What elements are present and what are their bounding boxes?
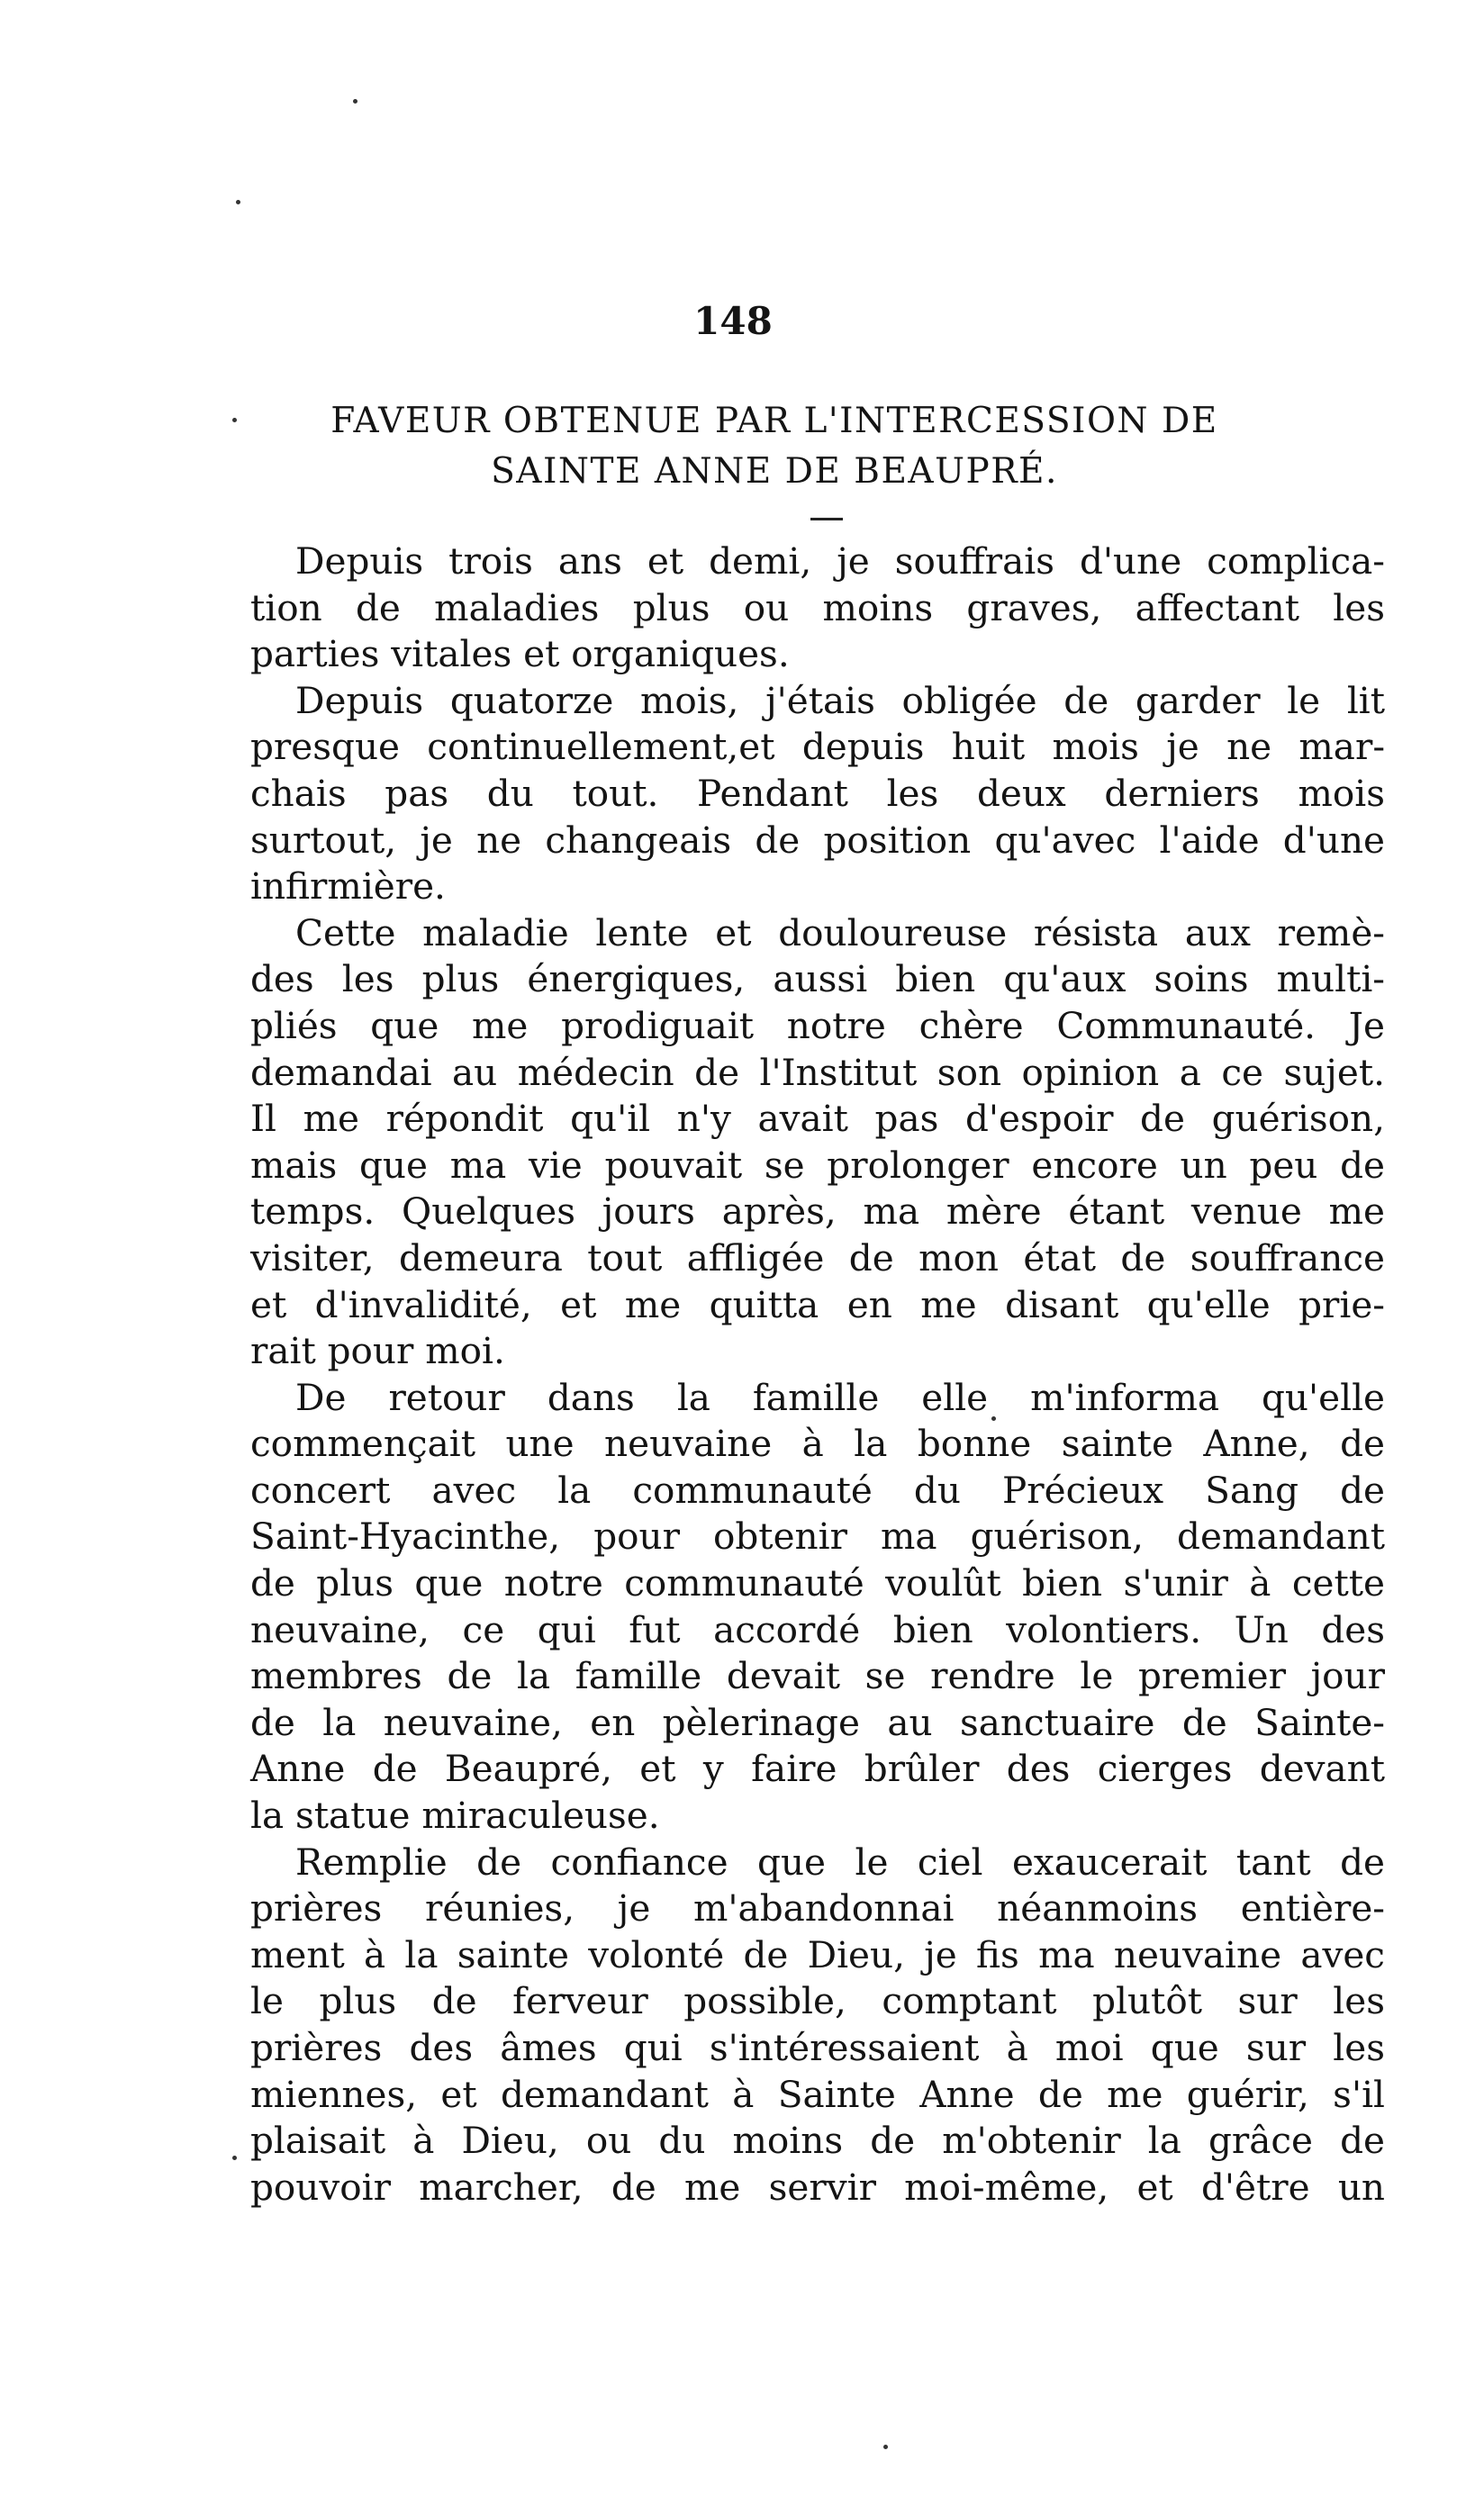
- text-line: Anne de Beaupré, et y faire brûler des cierges devant: [250, 1747, 1385, 1791]
- text-line: et d'invalidité, et me quitta en me disant qu'elle prie-: [250, 1282, 1385, 1326]
- text-line: la statue miraculeuse.: [250, 1794, 660, 1838]
- text-line: miennes, et demandant à Sainte Anne de me guérir, s'il: [250, 2072, 1385, 2116]
- text-line: demandai au médecin de l'Institut son opinion a ce sujet.: [250, 1050, 1385, 1094]
- text-line: infirmière.: [250, 864, 446, 909]
- text-line: surtout, je ne changeais de position qu'avec l'aide d'une: [250, 818, 1385, 862]
- text-line: Saint-Hyacinthe, pour obtenir ma guérison, demandant: [250, 1515, 1385, 1559]
- text-line: Cette maladie lente et douloureuse résista aux remè-: [295, 910, 1385, 954]
- text-line: Depuis quatorze mois, j'étais obligée de garder le lit: [295, 678, 1385, 722]
- article-body: [250, 538, 1385, 2211]
- text-line: pliés que me prodiguait notre chère Communauté. Je: [250, 1003, 1385, 1047]
- text-line: prières des âmes qui s'intéressaient à moi que sur les: [250, 2026, 1385, 2069]
- text-line: neuvaine, ce qui fut accordé bien volontiers. Un des: [250, 1607, 1385, 1651]
- print-speck: [883, 2445, 888, 2449]
- print-speck: [353, 99, 357, 104]
- text-line: membres de la famille devait se rendre le premier jour: [250, 1654, 1385, 1698]
- text-line: mais que ma vie pouvait se prolonger encore un peu de: [250, 1143, 1385, 1187]
- text-line: chais pas du tout. Pendant les deux derniers mois: [250, 771, 1385, 815]
- text-line: plaisait à Dieu, ou du moins de m'obtenir la grâce de: [250, 2119, 1385, 2163]
- print-speck: [232, 2156, 237, 2160]
- text-line: tion de maladies plus ou moins graves, affectant les: [250, 585, 1385, 629]
- text-line: rait pour moi.: [250, 1329, 505, 1373]
- text-line: commençait une neuvaine à la bonne sainte Anne, de: [250, 1422, 1385, 1466]
- text-line: De retour dans la famille elle m'informa qu'elle: [295, 1375, 1385, 1419]
- text-line: presque continuellement,et depuis huit mois je ne mar-: [250, 725, 1385, 769]
- text-line: ment à la sainte volonté de Dieu, je fis ma neuvaine avec: [250, 1932, 1385, 1976]
- print-speck: [236, 200, 240, 204]
- article-title-line-1: FAVEUR OBTENUE PAR L'INTERCESSION DE: [330, 401, 1218, 441]
- article-title: [234, 396, 1315, 497]
- text-line: visiter, demeura tout affligée de mon état de souffrance: [250, 1235, 1385, 1280]
- article-title-line-2: SAINTE ANNE DE BEAUPRÉ.: [491, 451, 1058, 492]
- text-line: temps. Quelques jours après, ma mère étant venue me: [250, 1189, 1385, 1234]
- title-separator: [810, 518, 843, 520]
- text-line: Depuis trois ans et demi, je souffrais d'une complica-: [295, 539, 1385, 583]
- text-line: pouvoir marcher, de me servir moi-même, et d'être un: [250, 2165, 1385, 2209]
- text-line: prières réunies, je m'abandonnai néanmoins entière-: [250, 1886, 1385, 1931]
- text-line: parties vitales et organiques.: [250, 632, 790, 676]
- text-line: des les plus énergiques, aussi bien qu'aux soins multi-: [250, 957, 1385, 1001]
- text-line: Il me répondit qu'il n'y avait pas d'espoir de guérison,: [250, 1097, 1385, 1141]
- text-line: le plus de ferveur possible, comptant plutôt sur les: [250, 1979, 1385, 2023]
- text-line: concert avec la communauté du Précieux Sang de: [250, 1468, 1385, 1512]
- text-line: de la neuvaine, en pèlerinage au sanctuaire de Sainte-: [250, 1700, 1385, 1744]
- page-number: 148: [693, 299, 773, 343]
- text-line: de plus que notre communauté voulût bien s'unir à cette: [250, 1561, 1385, 1605]
- text-line: Remplie de confiance que le ciel exaucerait tant de: [295, 1840, 1385, 1884]
